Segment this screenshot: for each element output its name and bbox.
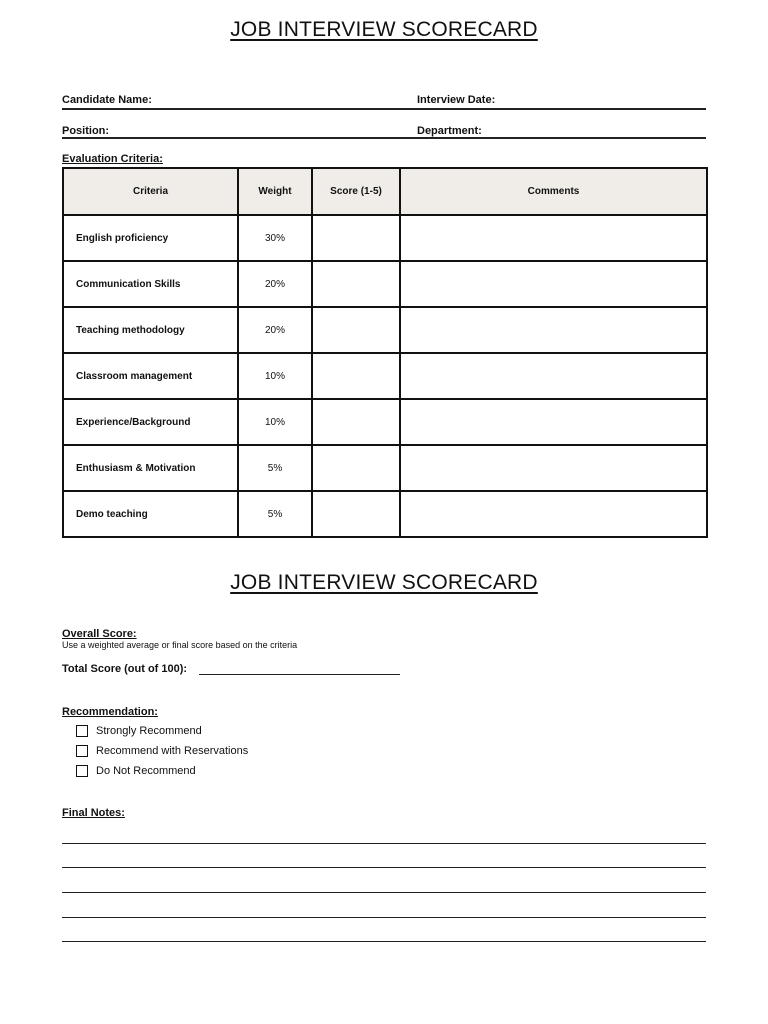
- table-header-row: [63, 168, 707, 215]
- table-row: [63, 399, 707, 445]
- notes-line[interactable]: [62, 867, 706, 868]
- checkbox-icon[interactable]: [76, 765, 88, 777]
- notes-line[interactable]: [62, 941, 706, 942]
- weight-cell: 20%: [238, 261, 312, 307]
- weight-cell: 30%: [238, 215, 312, 261]
- notes-line[interactable]: [62, 892, 706, 893]
- checkbox-icon[interactable]: [76, 725, 88, 737]
- total-score-label: Total Score (out of 100):: [62, 663, 188, 675]
- comments-cell[interactable]: [400, 491, 707, 537]
- notes-line[interactable]: [62, 917, 706, 918]
- section-title: JOB INTERVIEW SCORECARD: [230, 571, 538, 594]
- comments-cell[interactable]: [400, 445, 707, 491]
- total-score-field[interactable]: [199, 674, 400, 675]
- score-cell[interactable]: [312, 399, 400, 445]
- weight-cell: 10%: [238, 353, 312, 399]
- option-label: Do Not Recommend: [96, 765, 196, 777]
- option-label: Strongly Recommend: [96, 725, 202, 737]
- comments-cell[interactable]: [400, 353, 707, 399]
- comments-cell[interactable]: [400, 307, 707, 353]
- evaluation-criteria-label: Evaluation Criteria:: [62, 153, 163, 165]
- position-field[interactable]: [62, 137, 706, 139]
- notes-line[interactable]: [62, 843, 706, 844]
- criteria-cell: Teaching methodology: [63, 307, 238, 353]
- option-label: Recommend with Reservations: [96, 745, 249, 757]
- table-row: [63, 307, 707, 353]
- score-cell[interactable]: [312, 353, 400, 399]
- overall-score-note: Use a weighted average or final score based on the criteria: [62, 640, 298, 650]
- table-row: [63, 215, 707, 261]
- overall-score-label: Overall Score:: [62, 628, 137, 640]
- score-header: Score (1-5): [312, 168, 400, 215]
- final-notes-label: Final Notes:: [62, 807, 125, 819]
- interview-date-label: Interview Date:: [417, 94, 496, 106]
- score-cell[interactable]: [312, 215, 400, 261]
- criteria-cell: Demo teaching: [63, 491, 238, 537]
- criteria-cell: English proficiency: [63, 215, 238, 261]
- score-cell[interactable]: [312, 261, 400, 307]
- recommendation-label: Recommendation:: [62, 706, 158, 718]
- criteria-cell: Classroom management: [63, 353, 238, 399]
- table-row: [63, 491, 707, 537]
- weight-cell: 5%: [238, 445, 312, 491]
- candidate-name-label: Candidate Name:: [62, 94, 152, 106]
- criteria-cell: Communication Skills: [63, 261, 238, 307]
- recommend-option-strong[interactable]: [76, 725, 202, 737]
- weight-cell: 20%: [238, 307, 312, 353]
- criteria-table: [62, 167, 708, 538]
- comments-header: Comments: [400, 168, 707, 215]
- recommend-option-not[interactable]: [76, 765, 196, 777]
- table-row: [63, 445, 707, 491]
- candidate-name-field[interactable]: [62, 108, 706, 110]
- weight-header: Weight: [238, 168, 312, 215]
- table-row: [63, 353, 707, 399]
- comments-cell[interactable]: [400, 399, 707, 445]
- weight-cell: 10%: [238, 399, 312, 445]
- comments-cell[interactable]: [400, 261, 707, 307]
- criteria-header: Criteria: [63, 168, 238, 215]
- page-title: JOB INTERVIEW SCORECARD: [230, 18, 538, 41]
- table-row: [63, 261, 707, 307]
- recommend-option-reservations[interactable]: [76, 745, 248, 757]
- comments-cell[interactable]: [400, 215, 707, 261]
- position-label: Position:: [62, 125, 110, 137]
- checkbox-icon[interactable]: [76, 745, 88, 757]
- criteria-cell: Experience/Background: [63, 399, 238, 445]
- department-label: Department:: [417, 125, 482, 137]
- criteria-cell: Enthusiasm & Motivation: [63, 445, 238, 491]
- weight-cell: 5%: [238, 491, 312, 537]
- score-cell[interactable]: [312, 445, 400, 491]
- score-cell[interactable]: [312, 491, 400, 537]
- score-cell[interactable]: [312, 307, 400, 353]
